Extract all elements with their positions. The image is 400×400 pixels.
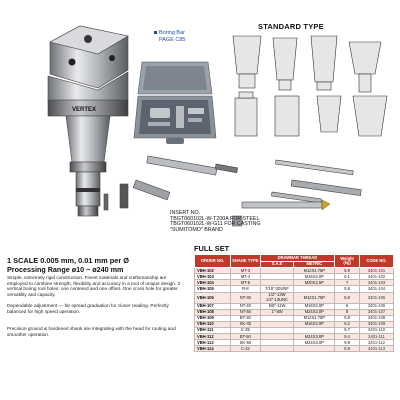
metric-cell	[294, 346, 335, 352]
shank-cell: C-32	[231, 346, 260, 352]
metric-cell: M12X1.75P	[294, 292, 335, 303]
code-no-header: CODE NO.	[360, 255, 394, 268]
drawbar-thread-header: DRAWBAR THREAD	[260, 255, 335, 262]
code-cell: 3401-110	[360, 327, 394, 333]
shank-cell: NT-30	[231, 292, 260, 303]
weight-cell: 5.9	[335, 268, 360, 274]
weight-cell: 5.8	[335, 315, 360, 321]
weight-cell: 5.8	[335, 286, 360, 292]
metric-cell: M20X2.5P	[294, 280, 335, 286]
weight-cell: 5.9	[335, 346, 360, 352]
code-cell: 3401-108	[360, 315, 394, 321]
code-cell: 3401-113	[360, 346, 394, 352]
code-cell: 3401-105	[360, 292, 394, 303]
code-cell: 3401-109	[360, 321, 394, 327]
code-cell: 3401-107	[360, 309, 394, 315]
weight-header: Weight (kg)	[335, 255, 360, 268]
shank-cell: C-25	[231, 327, 260, 333]
shank-cell: MT-5	[231, 280, 260, 286]
description-paragraph-3: Precision ground & hardened shank are integrating with the head for routing and smoother operation.	[7, 327, 176, 338]
metric-cell: M12X1.75P	[294, 268, 335, 274]
order-cell: VBH-113	[195, 340, 231, 346]
scale-heading: 1 SCALE 0.005 mm, 0.01 mm per Ø	[7, 256, 129, 265]
metric-cell: M16X2.0P	[294, 274, 335, 280]
full-set-title: FULL SET	[194, 244, 230, 253]
code-cell: 3401-102	[360, 274, 394, 280]
sae-cell: 5/8"-11W	[260, 303, 294, 309]
sae-cell: 1"-8W	[260, 309, 294, 315]
metric-cell: M16X2.0P	[294, 321, 335, 327]
metric-cell: M16X2.0P	[294, 303, 335, 309]
sae-cell: 7/16"-20UNF	[260, 286, 294, 292]
order-cell: VBH-103	[195, 274, 231, 280]
table-row	[195, 346, 394, 352]
svg-text:VERTEX: VERTEX	[72, 107, 97, 113]
shank-type-header: SHANK TYPE	[231, 255, 260, 268]
order-cell: VBH-106	[195, 292, 231, 303]
shank-cell: NT-50	[231, 309, 260, 315]
order-cell: VBH-102	[195, 268, 231, 274]
standard-type-shanks-image	[225, 32, 400, 142]
processing-range-heading: Processing Range ø10 ~ ø240 mm	[7, 265, 124, 274]
order-cell: VBH-107	[195, 303, 231, 309]
weight-cell: 5.7	[335, 327, 360, 333]
shank-cell: R-8	[231, 286, 260, 292]
metric-cell: M24X3.0P	[294, 309, 335, 315]
bullet-icon	[154, 31, 157, 34]
table-row	[195, 292, 394, 303]
description-paragraph-2: Dependable adjustment — far spread graduation for closer reading. Perfectly balanced for high speed operation.	[7, 304, 169, 315]
code-cell: 3401-111	[360, 334, 394, 340]
order-cell: VBH-104	[195, 280, 231, 286]
weight-cell: 9.4	[335, 334, 360, 340]
order-cell: VBH-114	[195, 346, 231, 352]
weight-cell: 5.8	[335, 292, 360, 303]
shank-cell: BT-30	[231, 315, 260, 321]
metric-cell: M24X3.0P	[294, 334, 335, 340]
shank-cell: MT-4	[231, 274, 260, 280]
description-paragraph-1: Simple, extremely rigid construction. Finest materials and craftsmanship are employed to combine strength, flexibility and accuracy in a tool of unique design. 2 vertical boring tool holes: one centered and one offset. One cross hole for greater versatility and capacity.	[7, 276, 181, 298]
shank-cell: MT-3	[231, 268, 260, 274]
sae-header: S.A.E	[260, 261, 294, 268]
code-cell: 3401-106	[360, 303, 394, 309]
weight-cell: 8	[335, 309, 360, 315]
order-no-header: ORDER NO.	[195, 255, 231, 268]
insert-info: INSERT NO. TBGT060102L-W-T200A FOR STEEL TBGT060102L-W-G11 FOR CASTING "SUMITOMO" BRAND	[170, 210, 261, 233]
shank-cell: SK-50	[231, 340, 260, 346]
weight-cell: 6	[335, 303, 360, 309]
boring-bar-reference[interactable]: Boring Bar PAGE C85	[154, 30, 186, 43]
sae-cell	[260, 346, 294, 352]
order-cell: VBH-112	[195, 334, 231, 340]
table-header-row	[195, 255, 394, 262]
shank-cell: NT-40	[231, 303, 260, 309]
weight-cell: 9.9	[335, 340, 360, 346]
code-cell: 3401-103	[360, 280, 394, 286]
weight-cell: 7	[335, 280, 360, 286]
order-cell: VBH-111	[195, 327, 231, 333]
shank-cell: BT-50	[231, 334, 260, 340]
standard-type-title: STANDARD TYPE	[258, 22, 324, 31]
order-cell: VBH-109	[195, 315, 231, 321]
carrying-case-image	[132, 58, 218, 150]
shank-cell: SK-40	[231, 321, 260, 327]
order-cell: VBH-108	[195, 309, 231, 315]
weight-cell: 6.2	[335, 321, 360, 327]
metric-header: METRIC	[294, 261, 335, 268]
order-cell: VBH-105	[195, 286, 231, 292]
metric-cell: M12X1.75P	[294, 315, 335, 321]
code-cell: 3401-101	[360, 268, 394, 274]
metric-cell: M24X3.0P	[294, 340, 335, 346]
code-cell: 3401-104	[360, 286, 394, 292]
sae-cell: 1/2"-13W 1/2"-13UNC	[260, 292, 294, 303]
order-cell: VBH-110	[195, 321, 231, 327]
weight-cell: 6.1	[335, 274, 360, 280]
code-cell: 3401-112	[360, 340, 394, 346]
spec-table	[194, 254, 394, 352]
